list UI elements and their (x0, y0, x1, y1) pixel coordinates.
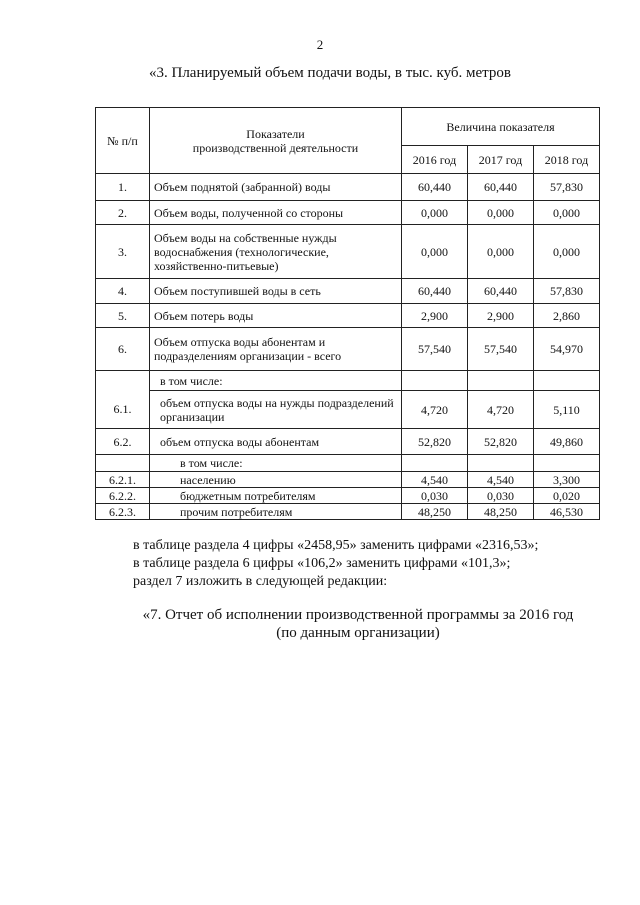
row-name: Объем потерь воды (150, 304, 402, 328)
row-name: объем отпуска воды на нужды подразделений организации (150, 391, 402, 429)
row-name: Объем воды, полученной со стороны (150, 201, 402, 225)
table-row (96, 391, 600, 429)
row-value: 54,970 (534, 328, 600, 371)
row-value: 0,000 (402, 201, 468, 225)
row-value: 48,250 (402, 504, 468, 520)
header-indicator-line2: производственной деятельности (192, 140, 359, 155)
row-value: 4,540 (402, 472, 468, 488)
row-value: 0,030 (468, 488, 534, 504)
row-value: 48,250 (468, 504, 534, 520)
table-row (96, 279, 600, 304)
report-title (0, 606, 640, 642)
table-row (96, 504, 600, 520)
row-number: 6.1. (96, 391, 150, 429)
row-value: 2,900 (402, 304, 468, 328)
row-value: 46,530 (534, 504, 600, 520)
row-name: прочим потребителям (150, 504, 402, 520)
table-row (96, 225, 600, 279)
amendment-line: раздел 7 изложить в следующей редакции: (133, 574, 388, 589)
row-value: 0,020 (534, 488, 600, 504)
row-value: 4,720 (402, 391, 468, 429)
table-row (96, 455, 600, 472)
water-supply-table (95, 107, 600, 520)
row-value: 60,440 (402, 174, 468, 201)
row-value: 0,000 (402, 225, 468, 279)
row-name: в том числе: (150, 455, 402, 472)
row-value: 0,000 (534, 225, 600, 279)
table-row (96, 488, 600, 504)
amendment-line: в таблице раздела 6 цифры «106,2» заменить цифрами «101,3»; (133, 556, 511, 571)
row-name: населению (150, 472, 402, 488)
row-value: 0,000 (468, 201, 534, 225)
row-name: бюджетным потребителям (150, 488, 402, 504)
row-value: 57,540 (468, 328, 534, 371)
row-number: 6. (96, 328, 150, 371)
report-title-line2: (по данным организации) (276, 625, 440, 641)
row-name: Объем поднятой (забранной) воды (150, 174, 402, 201)
row-number: 5. (96, 304, 150, 328)
table-row (96, 328, 600, 371)
header-indicator-line1: Показатели (246, 126, 305, 141)
row-value: 4,720 (468, 391, 534, 429)
row-value (468, 371, 534, 391)
row-number: 1. (96, 174, 150, 201)
row-value (468, 455, 534, 472)
row-name: в том числе: (150, 371, 402, 391)
row-name: Объем поступившей воды в сеть (150, 279, 402, 304)
row-number: 6.2. (96, 429, 150, 455)
table-row (96, 429, 600, 455)
row-number (96, 371, 150, 391)
amendments-block (133, 537, 613, 591)
table-row (96, 201, 600, 225)
row-value: 0,030 (402, 488, 468, 504)
row-value: 57,830 (534, 174, 600, 201)
header-indicator (150, 108, 402, 174)
row-name: объем отпуска воды абонентам (150, 429, 402, 455)
row-value: 4,540 (468, 472, 534, 488)
row-value: 60,440 (468, 279, 534, 304)
amendment-line: в таблице раздела 4 цифры «2458,95» заменить цифрами «2316,53»; (133, 538, 539, 553)
table-row (96, 174, 600, 201)
table-row (96, 304, 600, 328)
header-value: Величина показателя (402, 108, 600, 146)
row-value: 49,860 (534, 429, 600, 455)
row-value: 57,830 (534, 279, 600, 304)
row-number: 4. (96, 279, 150, 304)
row-value: 57,540 (402, 328, 468, 371)
row-value: 60,440 (468, 174, 534, 201)
row-value (402, 371, 468, 391)
row-value: 0,000 (468, 225, 534, 279)
row-value: 60,440 (402, 279, 468, 304)
section-title: «3. Планируемый объем подачи воды, в тыс. куб. метров (148, 65, 512, 81)
row-number (96, 455, 150, 472)
row-value: 3,300 (534, 472, 600, 488)
report-title-line1: «7. Отчет об исполнении производственной программы за 2016 год (142, 607, 574, 623)
row-value: 0,000 (534, 201, 600, 225)
row-number: 2. (96, 201, 150, 225)
row-name: Объем отпуска воды абонентам и подразделениям организации - всего (150, 328, 402, 371)
row-value (534, 455, 600, 472)
row-value: 2,900 (468, 304, 534, 328)
header-number: № п/п (96, 108, 150, 174)
row-value (402, 455, 468, 472)
row-number: 3. (96, 225, 150, 279)
row-value (534, 371, 600, 391)
table-row (96, 371, 600, 391)
header-year: 2017 год (468, 146, 534, 174)
row-value: 52,820 (402, 429, 468, 455)
row-value: 2,860 (534, 304, 600, 328)
table-row (96, 472, 600, 488)
row-value: 5,110 (534, 391, 600, 429)
row-value: 52,820 (468, 429, 534, 455)
header-year: 2018 год (534, 146, 600, 174)
row-number: 6.2.1. (96, 472, 150, 488)
row-number: 6.2.2. (96, 488, 150, 504)
header-year: 2016 год (402, 146, 468, 174)
row-number: 6.2.3. (96, 504, 150, 520)
page-number: 2 (316, 37, 324, 52)
row-name: Объем воды на собственные нужды водоснабжения (технологические, хозяйственно-питьевые) (150, 225, 402, 279)
